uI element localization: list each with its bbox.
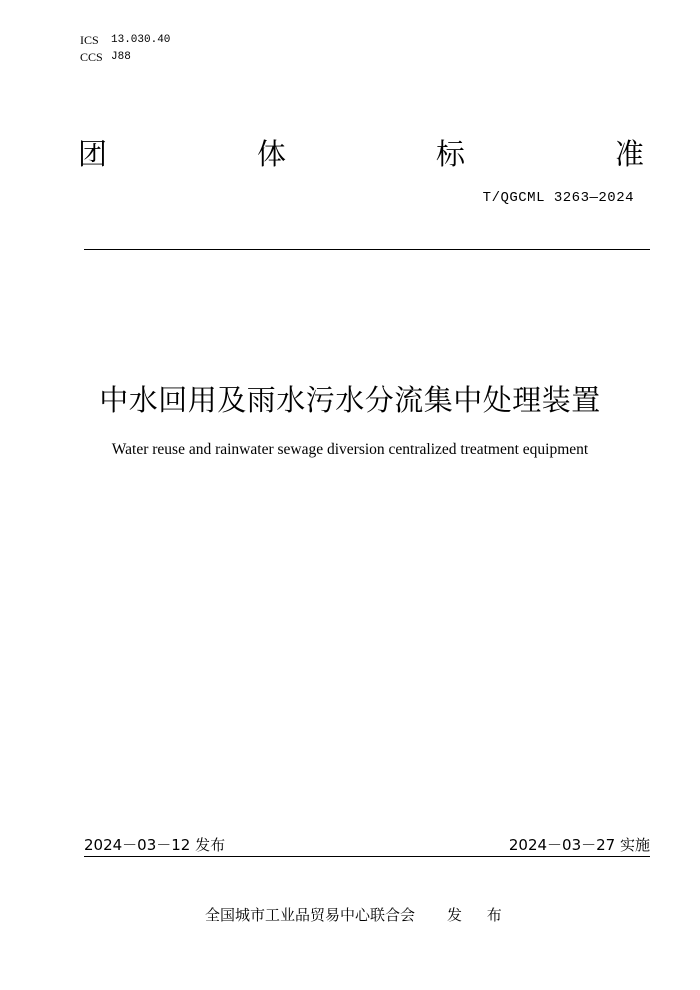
ics-label: ICS — [80, 33, 99, 47]
heading-char-4: 准 — [614, 137, 644, 171]
organization-name: 全国城市工业品贸易中心联合会 — [205, 906, 416, 924]
publisher-line — [205, 904, 512, 925]
publish-date: 2024－03－12 发布 — [84, 836, 226, 854]
ccs-row — [80, 49, 170, 66]
ccs-value: J88 — [111, 51, 131, 63]
document-title-cn: 中水回用及雨水污水分流集中处理装置 — [99, 383, 601, 417]
heading-char-1: 团 — [78, 137, 108, 171]
standard-number: T/QGCML 3263—2024 — [482, 190, 634, 206]
top-divider — [84, 249, 650, 250]
heading-char-2: 体 — [256, 137, 286, 171]
heading-char-3: 标 — [435, 137, 465, 171]
bottom-divider — [84, 856, 650, 857]
document-title-en: Water reuse and rainwater sewage diversion centralized treatment equipment — [111, 441, 589, 458]
classification-codes — [80, 32, 170, 66]
ics-value: 13.030.40 — [111, 34, 171, 46]
ics-row — [80, 32, 170, 49]
implement-date: 2024－03－27 实施 — [508, 836, 650, 854]
publish-label: 发 布 — [447, 906, 512, 924]
standard-type-heading — [78, 132, 644, 172]
ccs-label: CCS — [80, 50, 103, 64]
